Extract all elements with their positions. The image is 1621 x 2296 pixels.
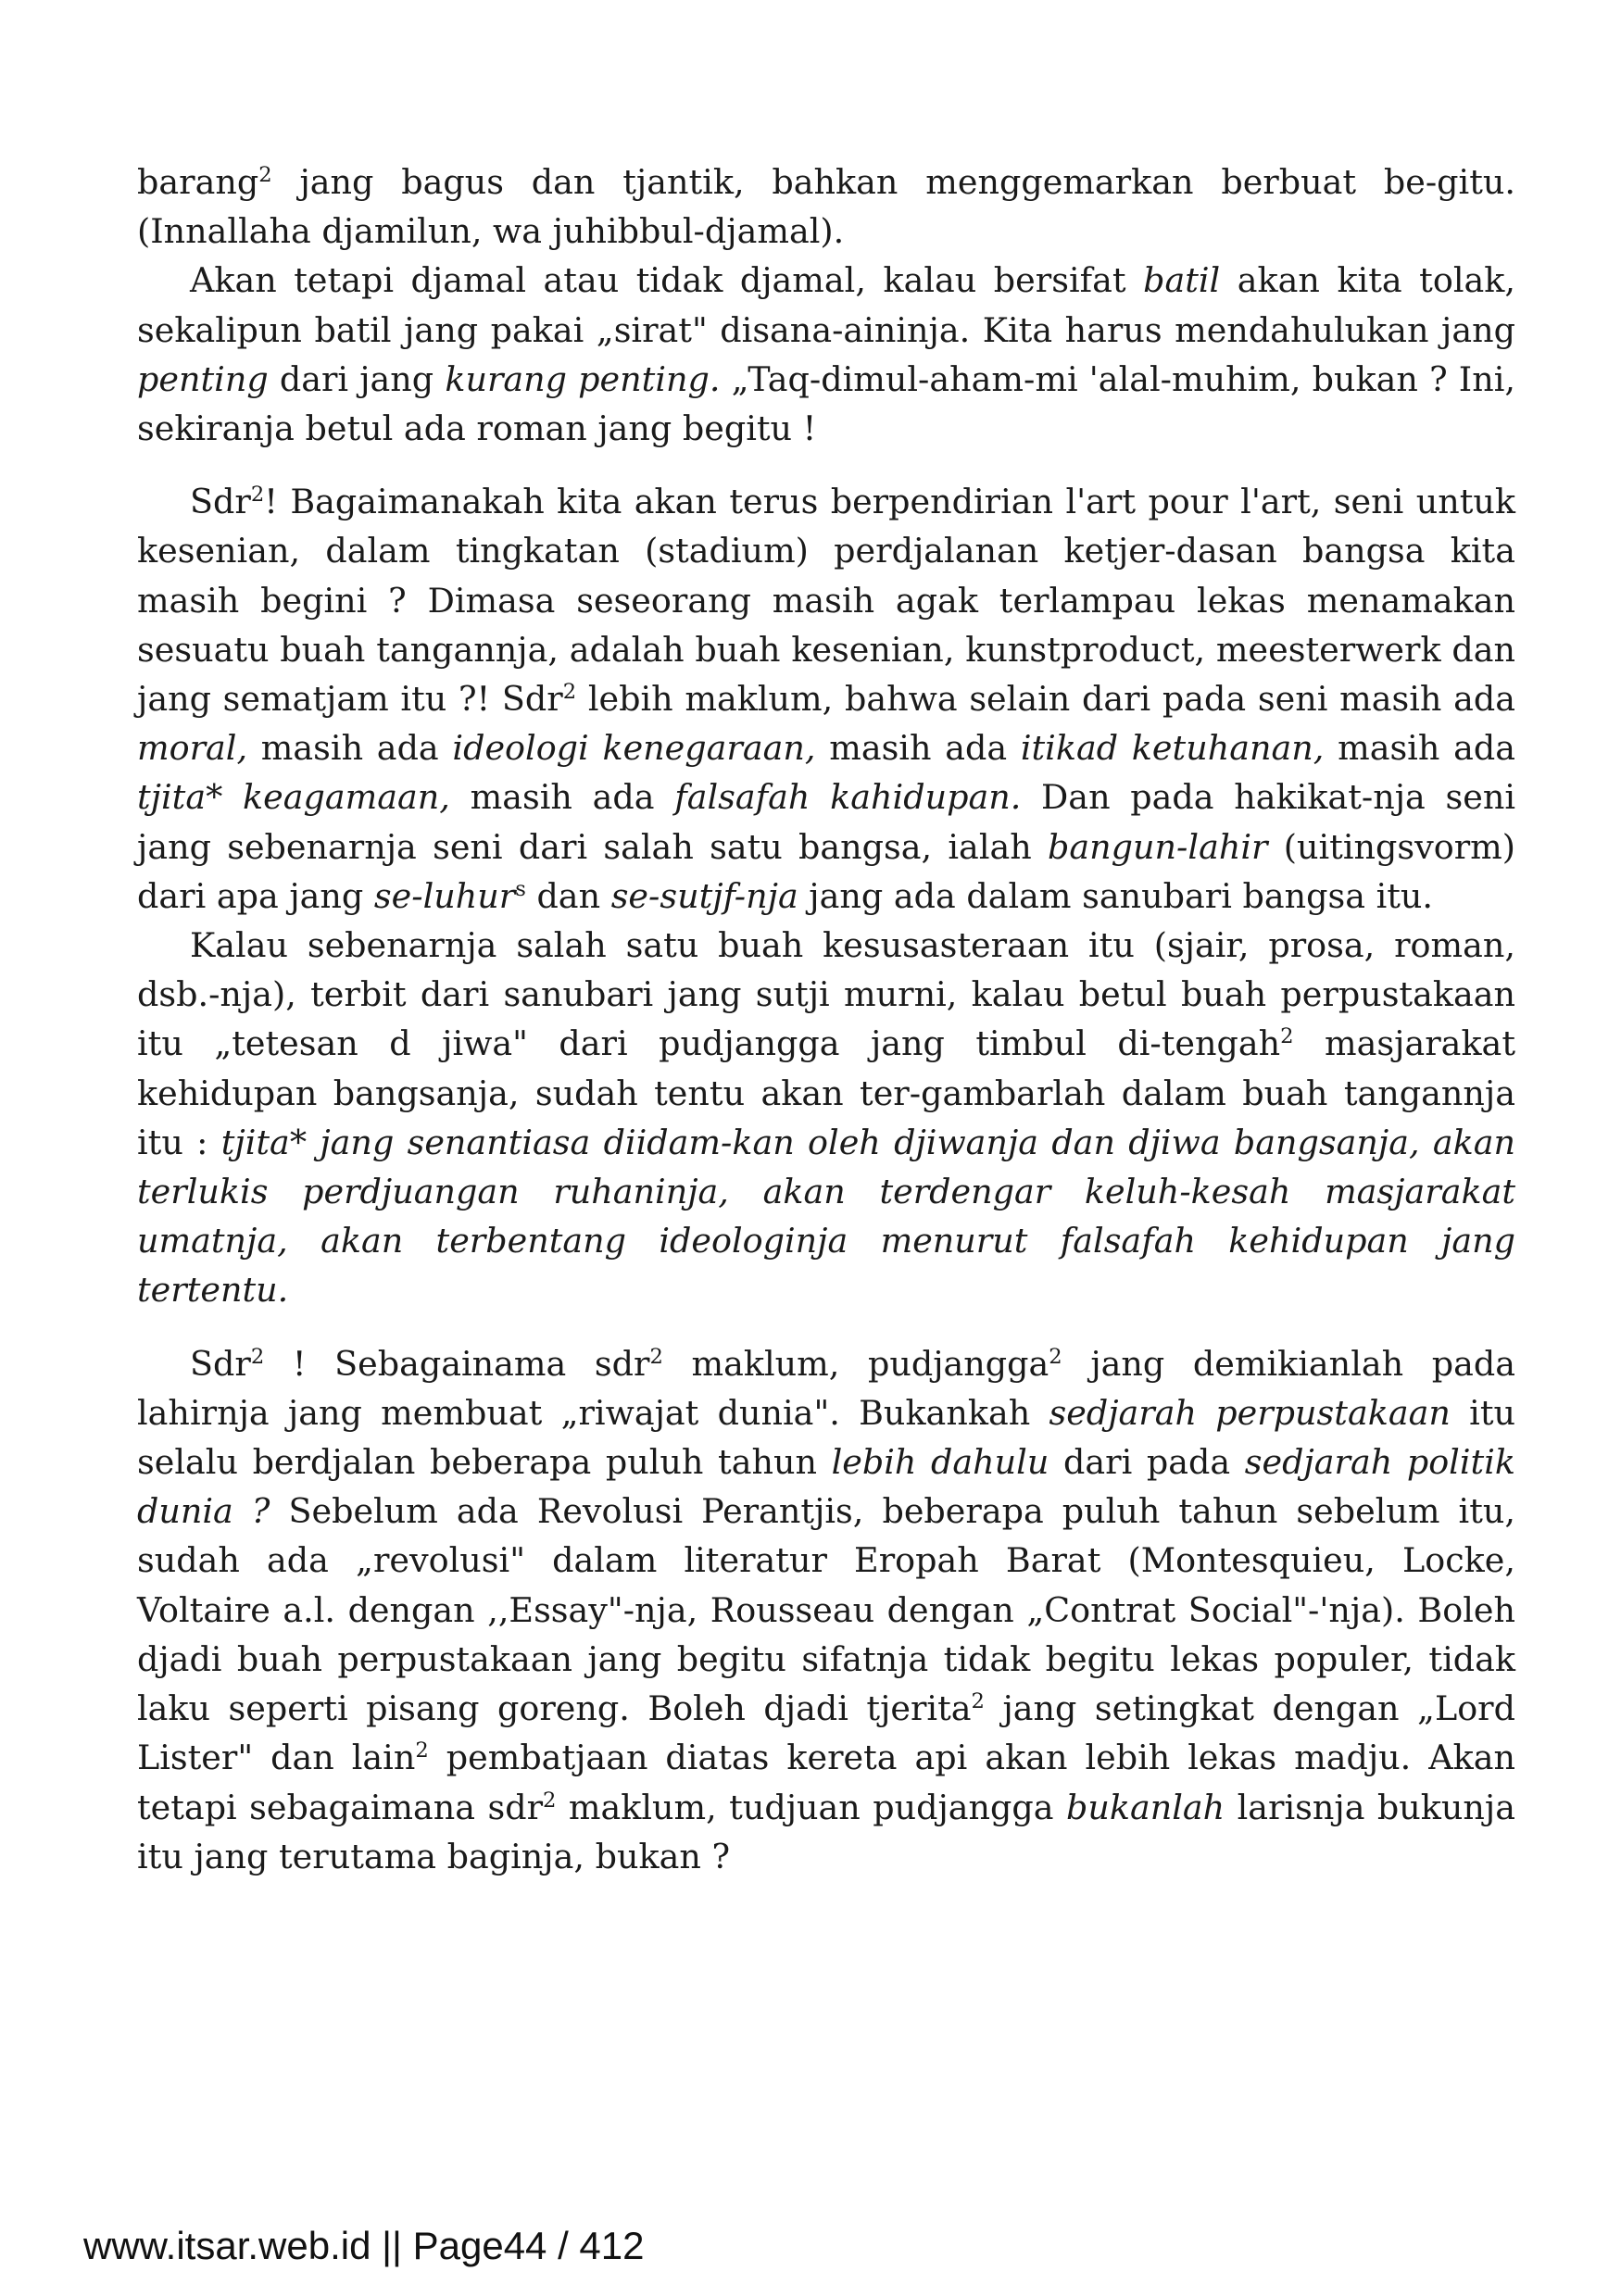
text-run: Akan tetapi djamal atau tidak djamal, kalau bersifat xyxy=(190,260,1144,301)
paragraph xyxy=(137,477,1515,921)
text-run: akan kita tolak, sekalipun batil jang pakai „sirat" disana-aininja. Kita harus mendahulukan jang xyxy=(137,260,1515,350)
text-run: masih ada xyxy=(449,777,675,818)
italic-text: penting xyxy=(137,358,269,399)
italic-text: falsafah kahidupan. xyxy=(674,777,1022,818)
paragraph xyxy=(137,256,1515,453)
italic-text: tjita* keagamaan, xyxy=(137,777,450,818)
text-run: jang setingkat dengan „Lord Lister" dan lain xyxy=(137,1688,1515,1778)
text-run: „Taq-dimul-aham-mi 'alal-muhim, bukan ? Ini, sekiranja betul ada roman jang begitu ! xyxy=(137,358,1515,449)
superscript-mark: 2 xyxy=(562,679,577,704)
text-run: dan xyxy=(525,875,611,916)
text-run: masjarakat kehidupan bangsanja, sudah tentu akan ter-gambarlah dalam buah tangannja itu : xyxy=(137,1023,1515,1162)
superscript-mark: s xyxy=(515,876,526,901)
text-run: jang demikianlah pada lahirnja jang membuat „riwajat dunia". Bukankah xyxy=(137,1343,1515,1433)
text-run: maklum, tudjuan pudjangga xyxy=(556,1787,1066,1827)
italic-text: bangun-lahir xyxy=(1048,826,1268,867)
text-run: masih ada xyxy=(815,728,1021,769)
paragraph xyxy=(137,1339,1515,1881)
text-run: maklum, pudjangga xyxy=(662,1343,1049,1384)
superscript-mark: 2 xyxy=(1280,1024,1294,1049)
text-run: Kalau sebenarnja salah satu buah kesusasteraan itu (sjair, prosa, roman, dsb.-nja), terbit dari sanubari jang sutji murni, kalau betul buah perpustakaan itu „tetesan d jiwa" dari pudjangga jang timbul di-tengah xyxy=(137,925,1515,1064)
italic-text: lebih dahulu xyxy=(831,1442,1049,1483)
italic-text: se-luhur xyxy=(373,875,516,916)
italic-text: se-sutjf-nja xyxy=(610,875,798,916)
superscript-mark: 2 xyxy=(543,1788,557,1813)
superscript-mark: 2 xyxy=(250,1344,265,1369)
superscript-mark: 2 xyxy=(250,483,265,508)
italic-text: kurang penting. xyxy=(445,358,721,399)
text-run: (uitingsvorm) dari apa jang xyxy=(137,826,1515,916)
text-run: pembatjaan diatas kereta api akan lebih lekas madju. Akan tetapi sebagaimana sdr xyxy=(137,1738,1515,1827)
text-run: Sebelum ada Revolusi Perantjis, beberapa puluh tahun sebelum itu, sudah ada „revolusi" dalam literatur Eropah Barat (Montesquieu, Locke, Voltaire a.l. dengan ,,Essay"-nja, Rousseau dengan „Contrat Social"-'nja). Boleh djadi buah perpustakaan jang begitu sifatnja tidak begitu lekas populer, tidak laku seperti pisang goreng. Boleh djadi tjerita xyxy=(137,1491,1515,1729)
text-run: jang bagus dan tjantik, bahkan menggemarkan berbuat be-gitu. (Innallaha djamilun, wa juhibbul-djamal). xyxy=(137,162,1515,252)
italic-text: sedjarah politik dunia ? xyxy=(137,1442,1515,1532)
superscript-mark: 2 xyxy=(1049,1344,1062,1369)
text-run: jang ada dalam sanubari bangsa itu. xyxy=(798,875,1434,916)
text-run: masih ada xyxy=(1324,728,1515,769)
italic-text: tjita* jang senantiasa diidam-kan oleh djiwanja dan djiwa bangsanja, akan terlukis perdjuangan ruhaninja, akan terdengar keluh-kesah masjarakat umatnja, akan terbentang ideologinja menurut falsafah kehidupan jang tertentu. xyxy=(137,1122,1515,1311)
italic-text: ideologi kenegaraan, xyxy=(452,728,816,769)
text-run: itu selalu berdjalan beberapa puluh tahun xyxy=(137,1392,1516,1483)
superscript-mark: 2 xyxy=(258,162,272,187)
italic-text: batil xyxy=(1143,260,1221,301)
text-run: ! Sebagainama sdr xyxy=(264,1343,650,1384)
superscript-mark: 2 xyxy=(415,1738,429,1763)
italic-text: itikad ketuhanan, xyxy=(1020,728,1325,769)
italic-text: bukanlah xyxy=(1065,1787,1225,1827)
text-run: dari pada xyxy=(1049,1442,1245,1483)
body-text xyxy=(137,157,1515,1881)
text-run: Sdr xyxy=(190,1343,251,1384)
text-run: Sdr xyxy=(190,482,251,522)
text-run: ! Bagaimanakah kita akan terus berpendirian l'art pour l'art, seni untuk kesenian, dalam tingkatan (stadium) perdjalanan ketjer-dasan bangsa kita masih begini ? Dimasa seseorang masih agak terlampau lekas menamakan sesuatu buah tangannja, adalah buah kesenian, kunstproduct, meesterwerk dan jang sematjam itu ?! Sdr xyxy=(137,482,1515,720)
text-run: dari jang xyxy=(268,358,446,399)
superscript-mark: 2 xyxy=(971,1688,985,1713)
text-run: larisnja bukunja itu jang terutama baginja, bukan ? xyxy=(137,1787,1515,1876)
italic-text: moral, xyxy=(137,728,248,769)
text-run: barang xyxy=(137,162,259,202)
paragraph xyxy=(137,157,1515,256)
italic-text: sedjarah perpustakaan xyxy=(1049,1392,1451,1433)
text-run: masih ada xyxy=(247,728,453,769)
page-footer: www.itsar.web.id || Page44 / 412 xyxy=(83,2224,645,2267)
text-run: Dan pada hakikat-nja seni jang sebenarnja seni dari salah satu bangsa, ialah xyxy=(137,777,1516,867)
superscript-mark: 2 xyxy=(649,1344,663,1369)
text-run: lebih maklum, bahwa selain dari pada seni masih ada xyxy=(576,679,1515,720)
paragraph xyxy=(137,921,1515,1315)
